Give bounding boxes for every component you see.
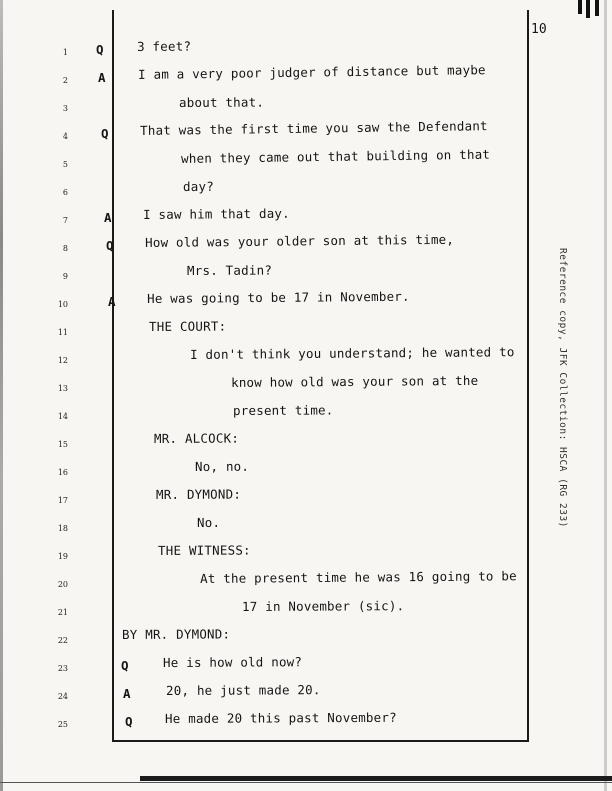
- transcript-line: No.: [196, 514, 221, 530]
- transcript-line: I saw him that day.: [142, 205, 290, 222]
- scan-mark: [595, 0, 599, 16]
- reference-note: Reference copy, JFK Collection: HSCA (RG 233): [557, 248, 568, 528]
- transcript-line: MR. DYMOND:: [155, 486, 242, 502]
- line-number: 16: [57, 468, 68, 477]
- line-number: 19: [57, 552, 68, 561]
- speaker-label: A: [98, 70, 106, 85]
- line-number: 20: [57, 580, 68, 589]
- line-number: 6: [62, 188, 68, 197]
- transcript-line: 20, he just made 20.: [165, 682, 321, 698]
- transcript-line: How old was your older son at this time,: [144, 231, 455, 250]
- line-number: 21: [57, 608, 68, 617]
- transcript-line: MR. ALCOCK:: [153, 430, 240, 446]
- transcript-line: when they came out that building on that: [180, 146, 491, 166]
- line-number: 7: [62, 216, 68, 225]
- line-number: 23: [57, 664, 68, 673]
- speaker-label: Q: [121, 658, 129, 673]
- line-number: 12: [57, 356, 68, 365]
- scan-mark: [578, 0, 582, 14]
- scan-right-edge: [604, 0, 607, 791]
- page-number: 10: [531, 22, 547, 37]
- transcript-line: know how old was your son at the: [230, 372, 479, 390]
- scan-left-edge: [0, 0, 3, 791]
- speaker-label: A: [104, 210, 112, 225]
- speaker-label: Q: [106, 238, 114, 253]
- line-number: 11: [57, 328, 68, 337]
- transcript-line: He made 20 this past November?: [164, 709, 397, 726]
- transcript-line: He was going to be 17 in November.: [146, 288, 410, 306]
- transcript-line: 3 feet?: [136, 38, 192, 54]
- scan-bottom-bar: [140, 776, 612, 781]
- transcript-line: 17 in November (sic).: [241, 598, 405, 614]
- speaker-label: Q: [125, 714, 133, 729]
- speaker-label: Q: [101, 126, 109, 141]
- speaker-label: A: [108, 294, 116, 309]
- transcript-line: He is how old now?: [162, 654, 303, 670]
- line-number: 4: [62, 132, 68, 141]
- line-number: 13: [57, 384, 68, 393]
- line-number: 22: [57, 636, 68, 645]
- line-number: 10: [57, 300, 68, 309]
- transcript-line: about that.: [178, 94, 265, 110]
- line-number: 15: [57, 440, 68, 449]
- transcript-line: I don't think you understand; he wanted to: [189, 344, 515, 362]
- line-number: 3: [62, 104, 68, 113]
- transcript-line: No, no.: [194, 458, 250, 474]
- speaker-label: Q: [96, 42, 104, 57]
- line-number: 5: [62, 160, 68, 169]
- transcript-line: That was the first time you saw the Defendant: [139, 118, 488, 138]
- transcript-line: THE WITNESS:: [157, 542, 251, 558]
- scan-bottom-line: [0, 782, 612, 783]
- line-number: 8: [62, 244, 68, 253]
- scan-mark: [586, 0, 590, 18]
- transcript-line: day?: [182, 178, 214, 194]
- line-number: 2: [62, 76, 68, 85]
- transcript-line: At the present time he was 16 going to be: [199, 568, 517, 586]
- transcript-line: Mrs. Tadin?: [186, 262, 273, 278]
- line-number: 17: [57, 496, 68, 505]
- speaker-label: A: [123, 686, 131, 701]
- line-number: 25: [57, 720, 68, 729]
- line-number: 18: [57, 524, 68, 533]
- transcript-line: present time.: [232, 402, 334, 418]
- transcript-line: THE COURT:: [148, 318, 227, 334]
- line-number: 24: [57, 692, 68, 701]
- line-number: 14: [57, 412, 68, 421]
- transcript-line: I am a very poor judger of distance but maybe: [137, 62, 486, 82]
- line-number: 9: [62, 272, 68, 281]
- transcript-line: BY MR. DYMOND:: [121, 626, 231, 642]
- line-number: 1: [62, 48, 68, 57]
